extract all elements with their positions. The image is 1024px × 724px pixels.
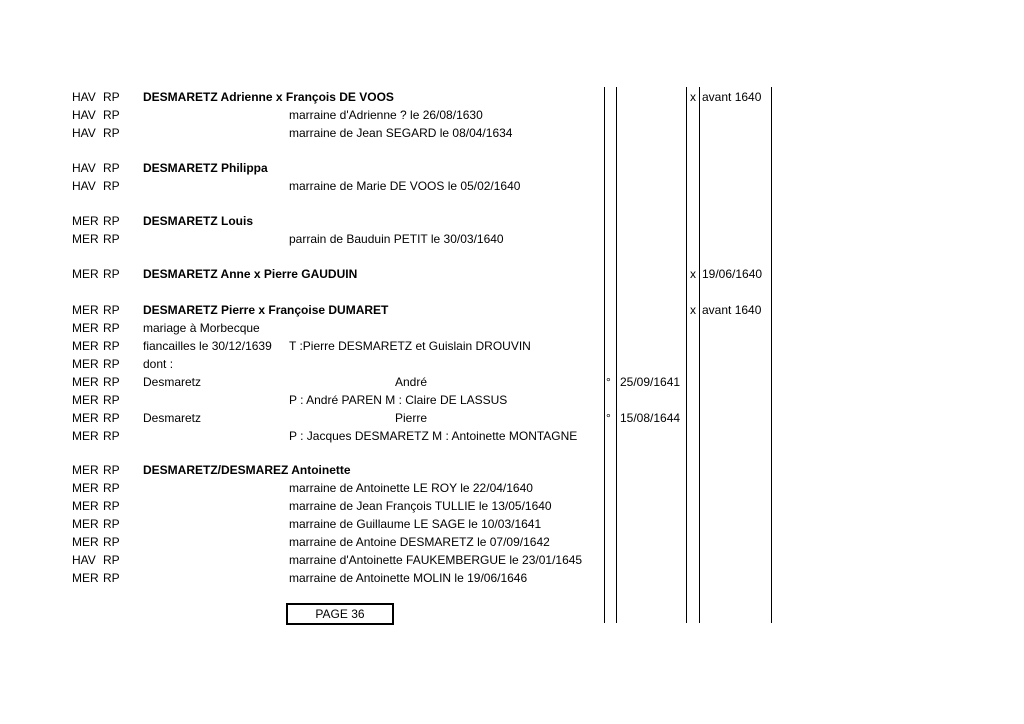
record-row xyxy=(0,479,1024,497)
record-note: marraine de Antoinette LE ROY le 22/04/1640 xyxy=(289,481,533,495)
parish-code: MER xyxy=(72,214,99,228)
record-row xyxy=(0,515,1024,533)
parish-code: MER xyxy=(72,499,99,513)
record-type: RP xyxy=(103,267,120,281)
record-text: dont : xyxy=(143,357,174,371)
record-type: RP xyxy=(103,303,120,317)
parish-code: MER xyxy=(72,267,99,281)
record-row xyxy=(0,319,1024,337)
parish-code: HAV xyxy=(72,126,96,140)
record-type: RP xyxy=(103,108,120,122)
record-note: marraine de Marie DE VOOS le 05/02/1640 xyxy=(289,179,521,193)
record-note: P : André PAREN M : Claire DE LASSUS xyxy=(289,393,508,407)
record-row xyxy=(0,569,1024,587)
person-name: DESMARETZ Adrienne x François DE VOOS xyxy=(143,90,394,104)
parish-code: MER xyxy=(72,535,99,549)
record-row xyxy=(0,212,1024,230)
parish-code: MER xyxy=(72,481,99,495)
record-row xyxy=(0,88,1024,106)
record-row xyxy=(0,497,1024,515)
record-type: RP xyxy=(103,161,120,175)
record-note: marraine d'Antoinette FAUKEMBERGUE le 23/01/1645 xyxy=(289,553,583,567)
record-text: Desmaretz xyxy=(143,411,202,425)
parish-code: MER xyxy=(72,321,99,335)
parish-code: MER xyxy=(72,517,99,531)
record-note: P : Jacques DESMARETZ M : Antoinette MONTAGNE xyxy=(289,429,578,443)
record-type: RP xyxy=(103,375,120,389)
marriage-date: avant 1640 xyxy=(702,90,762,104)
record-type: RP xyxy=(103,321,120,335)
parish-code: MER xyxy=(72,393,99,407)
record-row xyxy=(0,301,1024,319)
record-type: RP xyxy=(103,339,120,353)
record-row xyxy=(0,355,1024,373)
record-note: marraine de Antoinette MOLIN le 19/06/1646 xyxy=(289,571,528,585)
page-number: PAGE 36 xyxy=(286,603,394,625)
record-text: mariage à Morbecque xyxy=(143,321,260,335)
parish-code: MER xyxy=(72,463,99,477)
record-row xyxy=(0,230,1024,248)
record-type: RP xyxy=(103,90,120,104)
parish-code: MER xyxy=(72,303,99,317)
record-type: RP xyxy=(103,429,120,443)
record-text: Desmaretz xyxy=(143,375,202,389)
marriage-date: avant 1640 xyxy=(702,303,762,317)
record-row xyxy=(0,461,1024,479)
marriage-date: 19/06/1640 xyxy=(702,267,763,281)
record-row xyxy=(0,337,1024,355)
record-row xyxy=(0,409,1024,427)
child-first-name: Pierre xyxy=(395,411,428,425)
birth-symbol: ° xyxy=(606,411,611,425)
record-type: RP xyxy=(103,232,120,246)
record-note: parrain de Bauduin PETIT le 30/03/1640 xyxy=(289,232,504,246)
record-type: RP xyxy=(103,535,120,549)
record-text: fiancailles le 30/12/1639 xyxy=(143,339,272,353)
person-name: DESMARETZ/DESMAREZ Antoinette xyxy=(143,463,351,477)
record-type: RP xyxy=(103,411,120,425)
record-row xyxy=(0,551,1024,569)
parish-code: HAV xyxy=(72,179,96,193)
record-type: RP xyxy=(103,553,120,567)
record-type: RP xyxy=(103,214,120,228)
parish-code: MER xyxy=(72,339,99,353)
record-row xyxy=(0,427,1024,445)
record-note: marraine de Jean François TULLIE le 13/05/1640 xyxy=(289,499,552,513)
record-type: RP xyxy=(103,357,120,371)
parish-code: MER xyxy=(72,357,99,371)
child-first-name: André xyxy=(395,375,428,389)
parish-code: HAV xyxy=(72,90,96,104)
record-row xyxy=(0,106,1024,124)
marriage-symbol: x xyxy=(690,90,696,104)
record-type: RP xyxy=(103,463,120,477)
record-row xyxy=(0,124,1024,142)
parish-code: HAV xyxy=(72,108,96,122)
person-name: DESMARETZ Anne x Pierre GAUDUIN xyxy=(143,267,358,281)
person-name: DESMARETZ Philippa xyxy=(143,161,268,175)
birth-symbol: ° xyxy=(606,375,611,389)
record-note: marraine de Antoine DESMARETZ le 07/09/1642 xyxy=(289,535,550,549)
marriage-symbol: x xyxy=(690,303,696,317)
record-note: marraine de Jean SEGARD le 08/04/1634 xyxy=(289,126,513,140)
record-note: T :Pierre DESMARETZ et Guislain DROUVIN xyxy=(289,339,531,353)
record-row xyxy=(0,177,1024,195)
record-type: RP xyxy=(103,481,120,495)
parish-code: MER xyxy=(72,375,99,389)
record-note: marraine de Guillaume LE SAGE le 10/03/1641 xyxy=(289,517,542,531)
record-row xyxy=(0,373,1024,391)
record-note: marraine d'Adrienne ? le 26/08/1630 xyxy=(289,108,483,122)
person-name: DESMARETZ Pierre x Françoise DUMARET xyxy=(143,303,389,317)
birth-date: 15/08/1644 xyxy=(620,411,681,425)
parish-code: HAV xyxy=(72,553,96,567)
parish-code: MER xyxy=(72,232,99,246)
record-row xyxy=(0,159,1024,177)
parish-code: MER xyxy=(72,411,99,425)
parish-code: MER xyxy=(72,429,99,443)
record-type: RP xyxy=(103,517,120,531)
birth-date: 25/09/1641 xyxy=(620,375,681,389)
parish-code: MER xyxy=(72,571,99,585)
parish-code: HAV xyxy=(72,161,96,175)
record-row xyxy=(0,265,1024,283)
record-row xyxy=(0,391,1024,409)
record-row xyxy=(0,533,1024,551)
record-type: RP xyxy=(103,499,120,513)
record-type: RP xyxy=(103,126,120,140)
marriage-symbol: x xyxy=(690,267,696,281)
record-type: RP xyxy=(103,571,120,585)
record-type: RP xyxy=(103,393,120,407)
record-type: RP xyxy=(103,179,120,193)
person-name: DESMARETZ Louis xyxy=(143,214,253,228)
